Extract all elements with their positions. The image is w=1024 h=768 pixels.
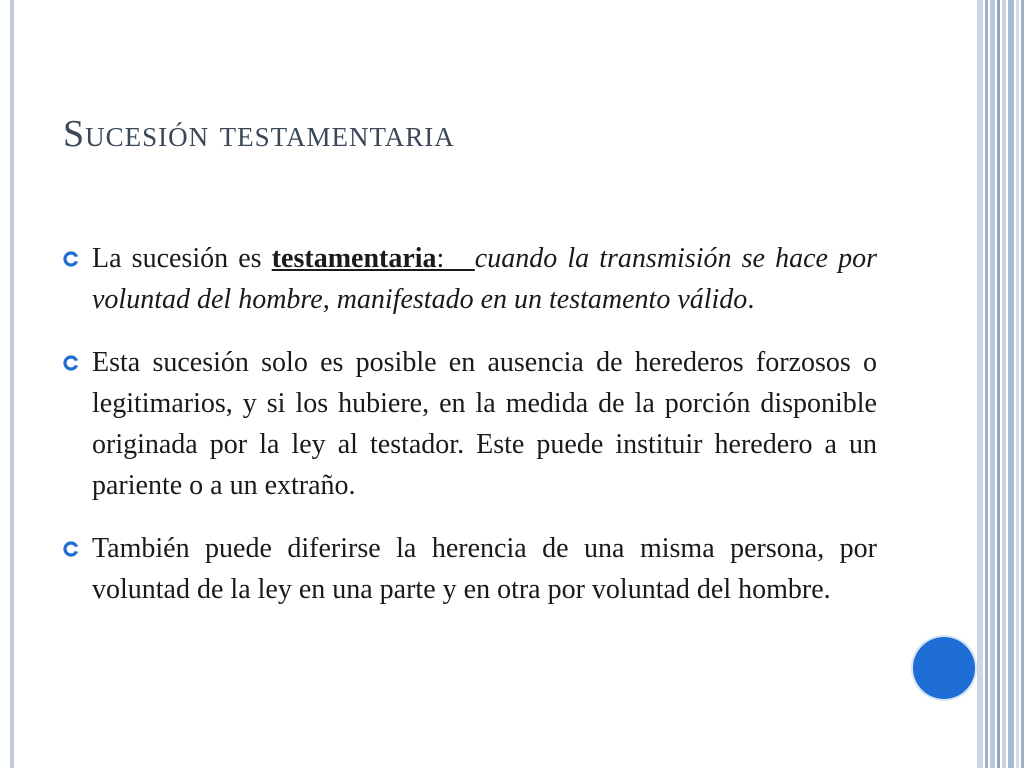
ring-bullet-icon — [62, 354, 80, 372]
right-stripe-4 — [997, 0, 1000, 768]
bullet-1-prefix: La sucesión es — [92, 243, 272, 274]
decor-blue-circle — [913, 637, 975, 699]
left-frame-line — [10, 0, 14, 768]
right-stripe-2 — [985, 0, 988, 768]
right-stripe-6 — [1008, 0, 1014, 768]
bullet-2-text: Esta sucesión solo es posible en ausencia de herederos forzosos o legitimarios, y si los hubiere, en la medida de la porción disponible originada por la ley al testador. Este puede instituir heredero a un pariente o a un extraño. — [92, 347, 877, 501]
right-stripe-7 — [1016, 0, 1019, 768]
slide-title: Sucesión testamentaria — [63, 113, 455, 155]
bullet-item-3 — [62, 528, 877, 610]
bullet-1-term: testamentaria — [271, 243, 437, 274]
bullet-3-text: También puede diferirse la herencia de una misma persona, por voluntad de la ley en una parte y en otra por voluntad del hombre. — [92, 533, 877, 605]
bullet-1-definition: cuando la transmisión se hace por voluntad del hombre, manifestado en un testamento válido — [92, 243, 878, 315]
bullet-1-suffix: . — [747, 284, 755, 315]
right-stripe-3 — [990, 0, 995, 768]
bullet-item-2 — [62, 342, 877, 506]
bullet-item-1 — [62, 238, 877, 320]
right-stripe-1 — [977, 0, 983, 768]
ring-bullet-icon — [62, 540, 80, 558]
bullet-1-colon: : — [436, 243, 475, 274]
bullet-list — [62, 238, 877, 632]
right-stripe-5 — [1002, 0, 1006, 768]
ring-bullet-icon — [62, 250, 80, 268]
